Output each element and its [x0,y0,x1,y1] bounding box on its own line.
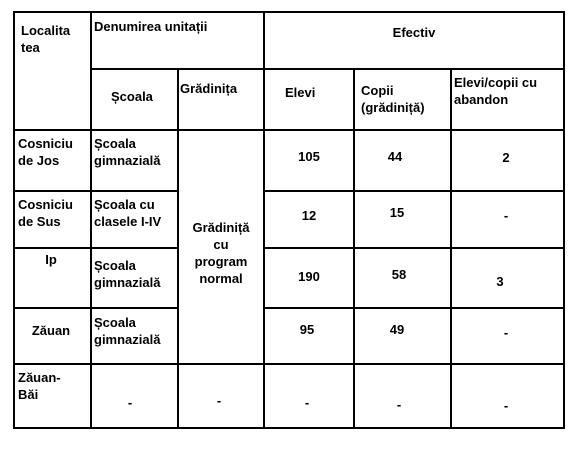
row3-abandon: 3 [496,274,504,289]
row1-abandon: 2 [502,150,510,165]
row5-elevi: - [304,395,310,410]
row1-elevi: 105 [298,149,320,164]
header-gradinita: Grădinița [180,81,238,96]
border-row1-bottom-right [263,190,565,192]
row2-scoala: Școala cu clasele I-IV [94,197,162,229]
row4-copii: 49 [389,322,405,337]
border-col5 [450,68,452,429]
border-row2-bottom-right [263,247,565,249]
border-bottom [13,427,565,429]
header-efectiv: Efectiv [392,25,436,40]
row2-copii: 15 [389,205,405,220]
row2-abandon: - [503,208,509,223]
border-right [563,11,565,429]
header-localitatea: Localita tea [21,23,71,55]
row1-localitate: Cosniciu de Jos [18,136,73,168]
header-denumirea: Denumirea unitații [94,19,208,34]
gradinita-merged-cell: Grădiniță cu program normal [192,220,250,286]
header-elevi: Elevi [285,85,316,100]
row3-localitate: Ip [45,252,57,267]
border-header-bottom [13,129,565,131]
border-row2-bottom-left [13,247,177,249]
row5-scoala: - [127,395,133,410]
row3-elevi: 190 [298,269,320,284]
row1-copii: 44 [387,149,403,164]
row2-elevi: 12 [301,208,317,223]
header-scoala: Școala [111,89,153,104]
border-top [13,11,565,13]
row5-copii: - [396,397,402,412]
border-row1-bottom-left [13,190,177,192]
row4-scoala: Școala gimnazială [94,315,161,347]
row5-localitate: Zăuan- Băi [18,370,61,402]
border-row3-bottom-left [13,307,177,309]
row4-localitate: Zăuan [31,323,71,338]
header-copii: Copii (grădiniță) [361,83,425,115]
statistics-table [13,11,565,429]
row5-gradinita: - [216,393,222,408]
row3-scoala: Școala gimnazială [94,258,161,290]
border-col4 [353,68,355,429]
row4-abandon: - [503,325,509,340]
row4-elevi: 95 [299,322,315,337]
row3-copii: 58 [391,267,407,282]
border-left [13,11,15,429]
header-abandon: Elevi/copii cu abandon [454,75,538,107]
border-header-mid [90,68,565,70]
border-row4-bottom [13,363,565,365]
row5-abandon: - [503,398,509,413]
border-row3-bottom-right [263,307,565,309]
row2-localitate: Cosniciu de Sus [18,197,73,229]
row1-scoala: Școala gimnazială [94,136,161,168]
border-col1 [90,11,92,429]
